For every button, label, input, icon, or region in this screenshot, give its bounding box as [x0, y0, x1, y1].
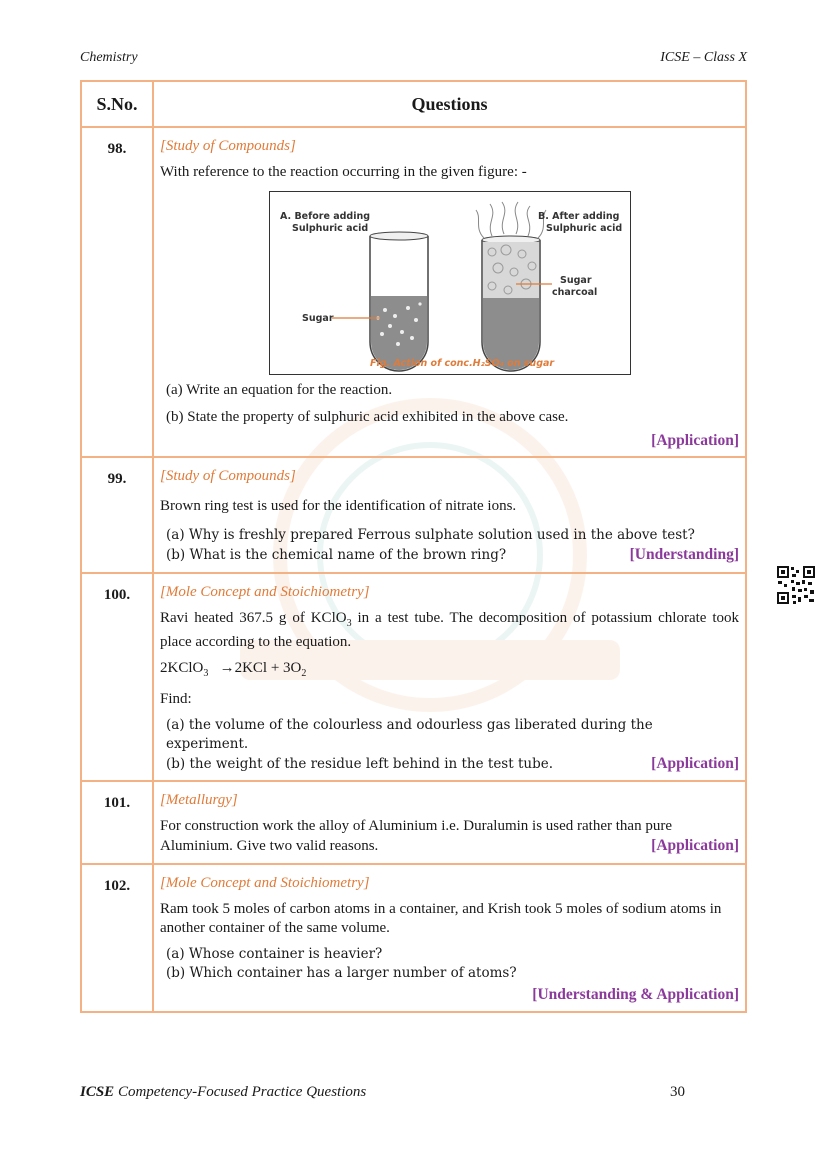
question-body	[153, 781, 746, 864]
footer-title: ICSE Competency-Focused Practice Questions	[80, 1084, 367, 1100]
sub-questions	[166, 716, 739, 774]
question-line-2: Aluminium. Give two valid reasons.	[160, 838, 379, 854]
sub-question-b: (b) What is the chemical name of the brown ring?	[166, 547, 507, 563]
sub-question-a: (a) Why is freshly prepared Ferrous sulphate solution used in the above test?	[166, 527, 695, 543]
question-line-1: For construction work the alloy of Aluminium i.e. Duralumin is used rather than pure	[160, 818, 672, 834]
question-number: 99.	[81, 457, 153, 573]
sub-question-a: (a) Write an equation for the reaction.	[166, 382, 393, 398]
question-number: 100.	[81, 573, 153, 781]
sugar-reaction-figure	[269, 191, 631, 375]
skill-tag: [Application]	[651, 837, 739, 854]
figure-label-b1: B. After adding	[537, 211, 619, 222]
figure-label-b2: Sulphuric acid	[545, 223, 622, 234]
sub-question-b: (b) Which container has a larger number of atoms?	[166, 965, 517, 981]
question-number: 98.	[81, 127, 153, 457]
table-row	[81, 457, 746, 573]
question-topic: [Mole Concept and Stoichiometry]	[160, 875, 370, 891]
sub-question-a: (a) Whose container is heavier?	[166, 946, 383, 962]
figure-label-a2: Sulphuric acid	[291, 223, 368, 234]
find-label: Find:	[160, 691, 192, 707]
skill-tag: [Application]	[651, 432, 739, 449]
skill-tag: [Application]	[651, 755, 739, 772]
question-stem: Ravi heated 367.5 g of KClO$_3$ in a test tube. The decomposition of potassium chlorate took place according to the equation.	[160, 610, 740, 650]
sub-question-b: (b) the weight of the residue left behind in the test tube.	[166, 756, 553, 772]
question-stem: With reference to the reaction occurring in the given figure: -	[160, 164, 527, 180]
question-number: 102.	[81, 864, 153, 1012]
question-body	[153, 457, 746, 573]
sub-questions	[166, 945, 739, 983]
header-class: ICSE – Class X	[660, 50, 747, 65]
question-topic: [Study of Compounds]	[160, 138, 296, 154]
table-row	[81, 127, 746, 457]
table-row	[81, 864, 746, 1012]
figure-label-charcoal-2: charcoal	[551, 287, 597, 298]
question-body	[153, 864, 746, 1012]
table-row	[81, 573, 746, 781]
sub-questions	[166, 381, 739, 427]
question-body	[153, 127, 746, 457]
column-header-sno: S.No.	[81, 81, 153, 127]
figure-label-sugar: Sugar	[301, 313, 334, 324]
figure-label-charcoal-1: Sugar	[559, 275, 592, 286]
chemical-equation: 2KClO$_3$ $\to 2KCl + 3O_2$	[160, 660, 307, 679]
table-header-row	[81, 81, 746, 127]
question-topic: [Metallurgy]	[160, 792, 238, 808]
table-row	[81, 781, 746, 864]
question-body	[153, 573, 746, 781]
sub-question-b: (b) State the property of sulphuric acid exhibited in the above case.	[166, 409, 569, 425]
sub-question-a: (a) the volume of the colourless and odourless gas liberated during the experiment.	[166, 717, 653, 752]
question-stem: Ram took 5 moles of carbon atoms in a container, and Krish took 5 moles of sodium atoms in another container of the same volume.	[160, 901, 722, 936]
figure-caption: Fig. Action of conc.H₂SO₄ on sugar	[369, 358, 554, 369]
column-header-questions: Questions	[153, 81, 746, 127]
question-topic: [Study of Compounds]	[160, 468, 296, 484]
page-number: 30	[670, 1084, 685, 1100]
skill-tag: [Understanding & Application]	[532, 986, 739, 1003]
sub-questions	[166, 526, 739, 565]
header-subject: Chemistry	[80, 50, 138, 65]
skill-tag: [Understanding]	[629, 546, 739, 563]
question-stem: Brown ring test is used for the identification of nitrate ions.	[160, 498, 517, 514]
figure-label-a1: A. Before adding	[279, 211, 370, 222]
questions-table	[80, 80, 747, 1013]
question-number: 101.	[81, 781, 153, 864]
question-topic: [Mole Concept and Stoichiometry]	[160, 584, 370, 600]
qr-code-icon[interactable]	[776, 565, 816, 605]
